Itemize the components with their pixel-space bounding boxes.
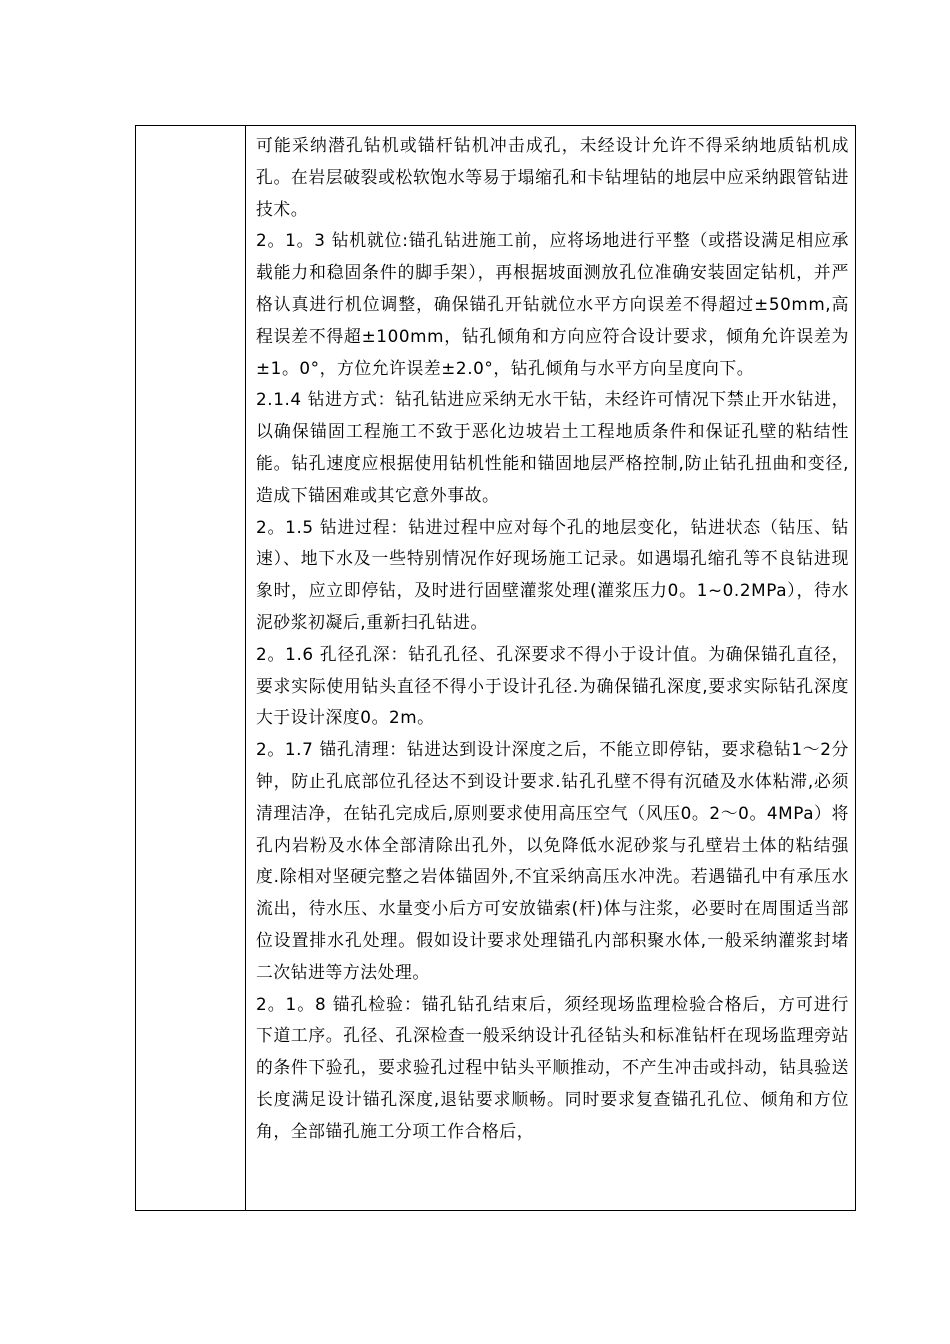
- paragraph-2-1-5-drilling-process: 2。1.5 钻进过程：钻进过程中应对每个孔的地层变化，钻进状态（钻压、钻速）、地下水及一些特别情况作好现场施工记录。如遇塌孔缩孔等不良钻进现象时，应立即停钻，及时进行固壁灌浆处理(灌浆压力0。1~0.2MPa），待水泥砂浆初凝后,重新扫孔钻进。: [256, 516, 849, 632]
- paragraph-2-1-8-hole-inspection: 2。1。8 锚孔检验：锚孔钻孔结束后，须经现场监理检验合格后，方可进行下道工序。孔径、孔深检查一般采纳设计孔径钻头和标准钻杆在现场监理旁站的条件下验孔，要求验孔过程中钻头平顺推动，不产生冲击或抖动，钻具验送长度满足设计锚孔深度,退钻要求顺畅。同时要求复查锚孔孔位、倾角和方位角，全部锚孔施工分项工作合格后，: [256, 993, 849, 1141]
- paragraph-drilling-method: 可能采纳潜孔钻机或锚杆钻机冲击成孔，未经设计允许不得采纳地质钻机成孔。在岩层破裂或松软饱水等易于塌缩孔和卡钻埋钻的地层中应采纳跟管钻进技术。: [256, 135, 849, 219]
- paragraph-2-1-4-drilling-mode: 2.1.4 钻进方式：钻孔钻进应采纳无水干钻，未经许可情况下禁止开水钻进，以确保锚固工程施工不致于恶化边坡岩土工程地质条件和保证孔壁的粘结性能。钻孔速度应根据使用钻机性能和锚固地层严格控制,防止钻孔扭曲和变径,造成下锚困难或其它意外事故。: [256, 389, 849, 505]
- paragraph-2-1-7-hole-cleaning: 2。1.7 锚孔清理：钻进达到设计深度之后，不能立即停钻，要求稳钻1～2分钟，防止孔底部位孔径达不到设计要求.钻孔孔壁不得有沉碴及水体粘滞,必须清理洁净，在钻孔完成后,原则要求使用高压空气（风压0。2～0。4MPa）将孔内岩粉及水体全部清除出孔外，以免降低水泥砂浆与孔壁岩土体的粘结强度.除相对坚硬完整之岩体锚固外,不宜采纳高压水冲洗。若遇锚孔中有承压水流出，待水压、水量变小后方可安放锚索(杆)体与注浆，必要时在周围适当部位设置排水孔处理。假如设计要求处理锚孔内部积聚水体,一般采纳灌浆封堵二次钻进等方法处理。: [256, 739, 849, 982]
- paragraph-2-1-3-rig-positioning: 2。1。3 钻机就位:锚孔钻进施工前，应将场地进行平整（或搭设满足相应承载能力和稳固条件的脚手架），再根据坡面测放孔位准确安装固定钻机，并严格认真进行机位调整，确保锚孔开钻就位水平方向误差不得超过±50mm,高程误差不得超±100mm，钻孔倾角和方向应符合设计要求，倾角允许误差为±1。0°，方位允许误差±2.0°，钻孔倾角与水平方向呈度向下。: [256, 230, 849, 378]
- table-left-cell: [136, 126, 246, 1210]
- table-content-cell: [246, 126, 855, 1210]
- paragraph-2-1-6-hole-diameter-depth: 2。1.6 孔径孔深：钻孔孔径、孔深要求不得小于设计值。为确保锚孔直径，要求实际使用钻头直径不得小于设计孔径.为确保锚孔深度,要求实际钻孔深度大于设计深度0。2m。: [256, 643, 849, 728]
- document-table: [135, 125, 856, 1211]
